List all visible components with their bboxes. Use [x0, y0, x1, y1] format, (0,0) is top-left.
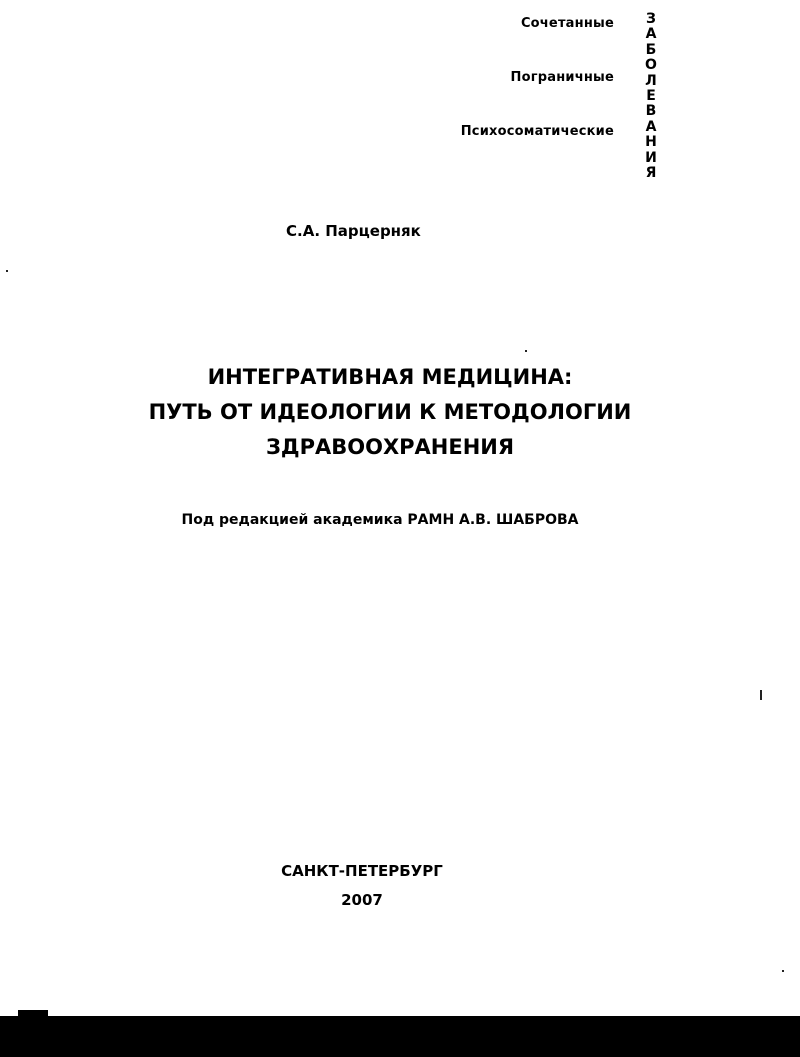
vertical-letter: Я [645, 165, 657, 182]
publication-year: 2007 [341, 891, 383, 909]
vertical-letter: И [645, 149, 657, 166]
editor-line: Под редакцией академика РАМН А.В. ШАБРОВА [181, 512, 579, 528]
title-line-3: ЗДРАВООХРАНЕНИЯ [265, 435, 515, 459]
author-name: С.А. Парцерняк [286, 222, 421, 240]
series-label-borderline: Пограничные [510, 70, 614, 85]
vertical-letter: Б [645, 41, 657, 58]
vertical-letter: А [645, 26, 657, 43]
scan-bottom-shadow [0, 1016, 800, 1057]
series-vertical-word [640, 12, 662, 181]
scan-speck [760, 690, 762, 700]
scan-speck [525, 350, 527, 352]
vertical-letter: Н [645, 134, 657, 151]
vertical-letter: О [645, 57, 657, 74]
scan-speck [6, 270, 8, 272]
scan-speck [782, 970, 784, 972]
series-label-psychosomatic: Психосоматические [460, 124, 614, 139]
vertical-letter: А [645, 118, 657, 135]
title-line-1: ИНТЕГРАТИВНАЯ МЕДИЦИНА: [207, 365, 573, 389]
publication-city: САНКТ-ПЕТЕРБУРГ [281, 862, 443, 880]
vertical-letter: В [645, 103, 657, 120]
vertical-letter: Е [646, 88, 656, 105]
vertical-letter: Л [645, 72, 657, 89]
title-line-2: ПУТЬ ОТ ИДЕОЛОГИИ К МЕТОДОЛОГИИ [148, 400, 632, 424]
series-label-combined: Сочетанные [520, 16, 614, 31]
vertical-letter: З [646, 11, 656, 27]
book-title [100, 360, 680, 465]
